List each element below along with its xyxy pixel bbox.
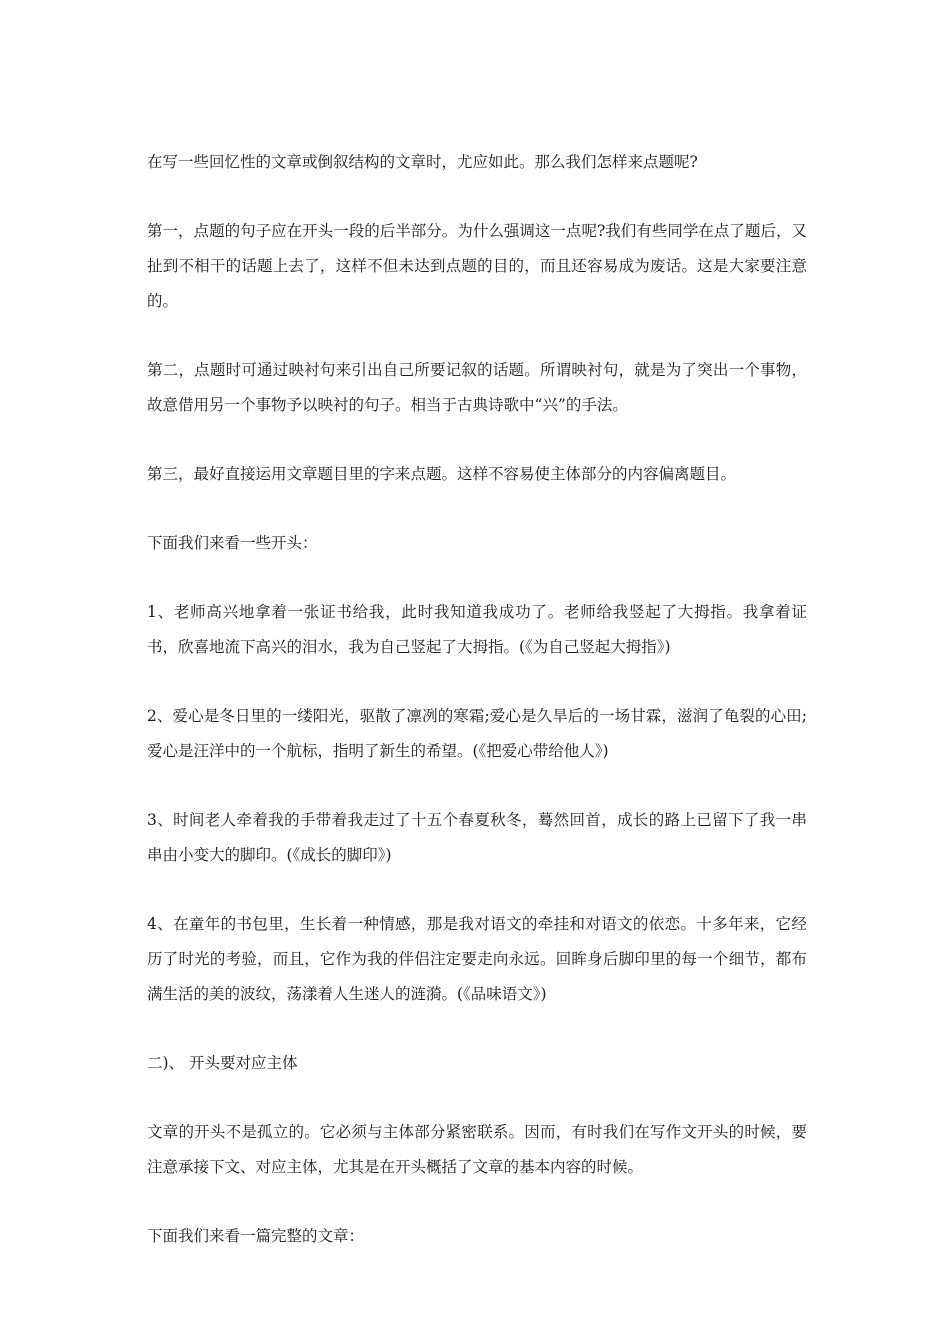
paragraph-full-article-intro: 下面我们来看一篇完整的文章： bbox=[147, 1227, 365, 1245]
paragraph-section-body: 文章的开头不是孤立的。它必须与主体部分紧密联系。因而，有时我们在写作文开头的时候，要注意承接下文、对应主体，尤其是在开头概括了文章的基本内容的时候。 bbox=[147, 1123, 807, 1176]
paragraph-gap bbox=[147, 1081, 807, 1115]
paragraph-gap bbox=[147, 492, 807, 526]
paragraph-intro-summary: 在写一些回忆性的文章或倒叙结构的文章时，尤应如此。那么我们怎样来点题呢? bbox=[147, 153, 698, 171]
paragraph-gap bbox=[147, 1012, 807, 1046]
paragraph-example-3: 3、时间老人牵着我的手带着我走过了十五个春夏秋冬，蓦然回首，成长的路上已留下了我一串串由小变大的脚印。(《成长的脚印》) bbox=[147, 811, 807, 864]
paragraph-point-two: 第二，点题时可通过映衬句来引出自己所要记叙的话题。所谓映衬句，就是为了突出一个事物，故意借用另一个事物予以映衬的句子。相当于古典诗歌中“兴”的手法。 bbox=[147, 361, 807, 414]
paragraph-gap bbox=[147, 423, 807, 457]
paragraph-examples-intro: 下面我们来看一些开头： bbox=[147, 534, 318, 552]
paragraph-gap bbox=[147, 769, 807, 803]
paragraph-gap bbox=[147, 873, 807, 907]
paragraph-gap bbox=[147, 180, 807, 214]
paragraph-example-4: 4、在童年的书包里，生长着一种情感，那是我对语文的牵挂和对语文的依恋。十多年来，它经历了时光的考验，而且，它作为我的伴侣注定要走向永远。回眸身后脚印里的每一个细节，都布满生活的美的波纹，荡漾着人生迷人的涟漪。(《品味语文》) bbox=[147, 915, 807, 1003]
paragraph-example-2: 2、爱心是冬日里的一缕阳光，驱散了凛冽的寒霜;爱心是久旱后的一场甘霖，滋润了龟裂的心田;爱心是汪洋中的一个航标，指明了新生的希望。(《把爱心带给他人》) bbox=[147, 707, 807, 760]
paragraph-point-three: 第三，最好直接运用文章题目里的字来点题。这样不容易使主体部分的内容偏离题目。 bbox=[147, 465, 737, 483]
paragraph-gap bbox=[147, 319, 807, 353]
section-heading: 二)、 开头要对应主体 bbox=[147, 1054, 298, 1072]
paragraph-gap bbox=[147, 561, 807, 595]
document-body bbox=[147, 145, 807, 1254]
paragraph-gap bbox=[147, 665, 807, 699]
paragraph-point-one: 第一，点题的句子应在开头一段的后半部分。为什么强调这一点呢?我们有些同学在点了题后，又扯到不相干的话题上去了，这样不但未达到点题的目的，而且还容易成为废话。这是大家要注意的。 bbox=[147, 222, 807, 310]
paragraph-example-1: 1、老师高兴地拿着一张证书给我，此时我知道我成功了。老师给我竖起了大拇指。我拿着证书，欣喜地流下高兴的泪水，我为自己竖起了大拇指。(《为自己竖起大拇指》) bbox=[147, 603, 807, 656]
paragraph-gap bbox=[147, 1185, 807, 1219]
